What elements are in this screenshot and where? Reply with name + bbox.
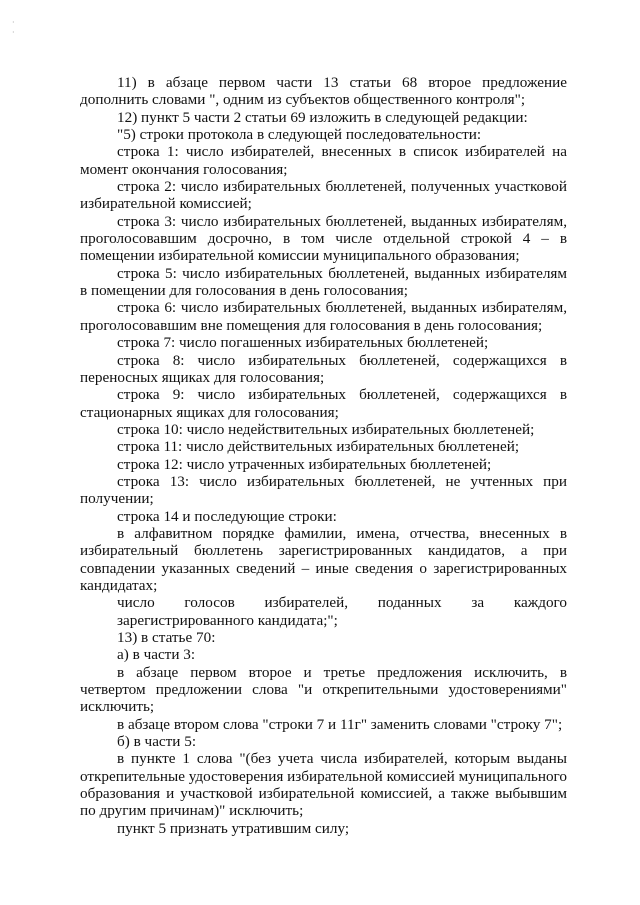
protocol-line-2: строка 2: число избирательных бюллетеней, полученных участковой избирательной комиссией; <box>80 178 567 213</box>
candidate-names-paragraph: в алфавитном порядке фамилии, имена, отчества, внесенных в избирательный бюллетень зарегистрированных кандидатов, а при совпадении указанных сведений – иные сведения о зарегистрированных кандидатах; <box>80 524 567 594</box>
amendment-item-11: 11) в абзаце первом части 13 статьи 68 второе предложение дополнить словами ", одним из субъектов общественного контроля"; <box>80 74 567 109</box>
subitem-b: б) в части 5: <box>117 733 197 751</box>
protocol-line-13: строка 13: число избирательных бюллетеней, не учтенных при получении; <box>80 472 567 508</box>
scan-corner-mark: · · <box>12 18 21 37</box>
protocol-line-11: строка 11: число действительных избирательных бюллетеней; <box>117 438 520 456</box>
protocol-line-1: строка 1: число избирателей, внесенных в список избирателей на момент окончания голосования; <box>80 143 567 178</box>
subitem-a-first-paragraph: в абзаце первом второе и третье предложения исключить, в четвертом предложении слова "и открепительными удостоверениями" исключить; <box>80 663 567 716</box>
protocol-line-7: строка 7: число погашенных избирательных бюллетеней; <box>117 334 489 352</box>
subitem-b-point-5: пункт 5 признать утратившим силу; <box>117 819 350 837</box>
protocol-line-10: строка 10: число недействительных избирательных бюллетеней; <box>117 420 535 438</box>
protocol-line-5: строка 5: число избирательных бюллетеней, выданных избирателям в помещении для голосования в день голосования; <box>80 264 567 300</box>
protocol-line-3: строка 3: число избирательных бюллетеней, выданных избирателям, проголосовавшим досрочно, в том числе отдельной строкой 4 – в помещении избирательной комиссии муниципального образования; <box>80 212 567 265</box>
protocol-line-12: строка 12: число утраченных избирательных бюллетеней; <box>117 455 492 473</box>
subitem-a-second-paragraph: в абзаце втором слова "строки 7 и 11г" заменить словами "строку 7"; <box>117 715 563 733</box>
amendment-item-12: 12) пункт 5 части 2 статьи 69 изложить в следующей редакции: <box>117 108 528 126</box>
subitem-a: а) в части 3: <box>117 646 196 664</box>
new-wording-intro: "5) строки протокола в следующей последовательности: <box>117 126 482 144</box>
candidate-votes-paragraph: число голосов избирателей, поданных за каждого зарегистрированного кандидата;"; <box>117 594 567 629</box>
protocol-line-9: строка 9: число избирательных бюллетеней, содержащихся в стационарных ящиках для голосования; <box>80 386 567 421</box>
protocol-line-6: строка 6: число избирательных бюллетеней, выданных избирателям, проголосовавшим вне помещения для голосования в день голосования; <box>80 299 567 334</box>
amendment-item-13: 13) в статье 70: <box>117 629 216 646</box>
protocol-line-8: строка 8: число избирательных бюллетеней, содержащихся в переносных ящиках для голосования; <box>80 351 567 386</box>
protocol-line-14-heading: строка 14 и последующие строки: <box>117 507 337 525</box>
subitem-b-point-1: в пункте 1 слова "(без учета числа избирателей, которым выданы открепительные удостоверения избирательной комиссией муниципального образования и участковой избирательной комиссией, а также выбывшим по другим причинам)" исключить; <box>80 750 567 820</box>
document-body <box>80 74 567 837</box>
